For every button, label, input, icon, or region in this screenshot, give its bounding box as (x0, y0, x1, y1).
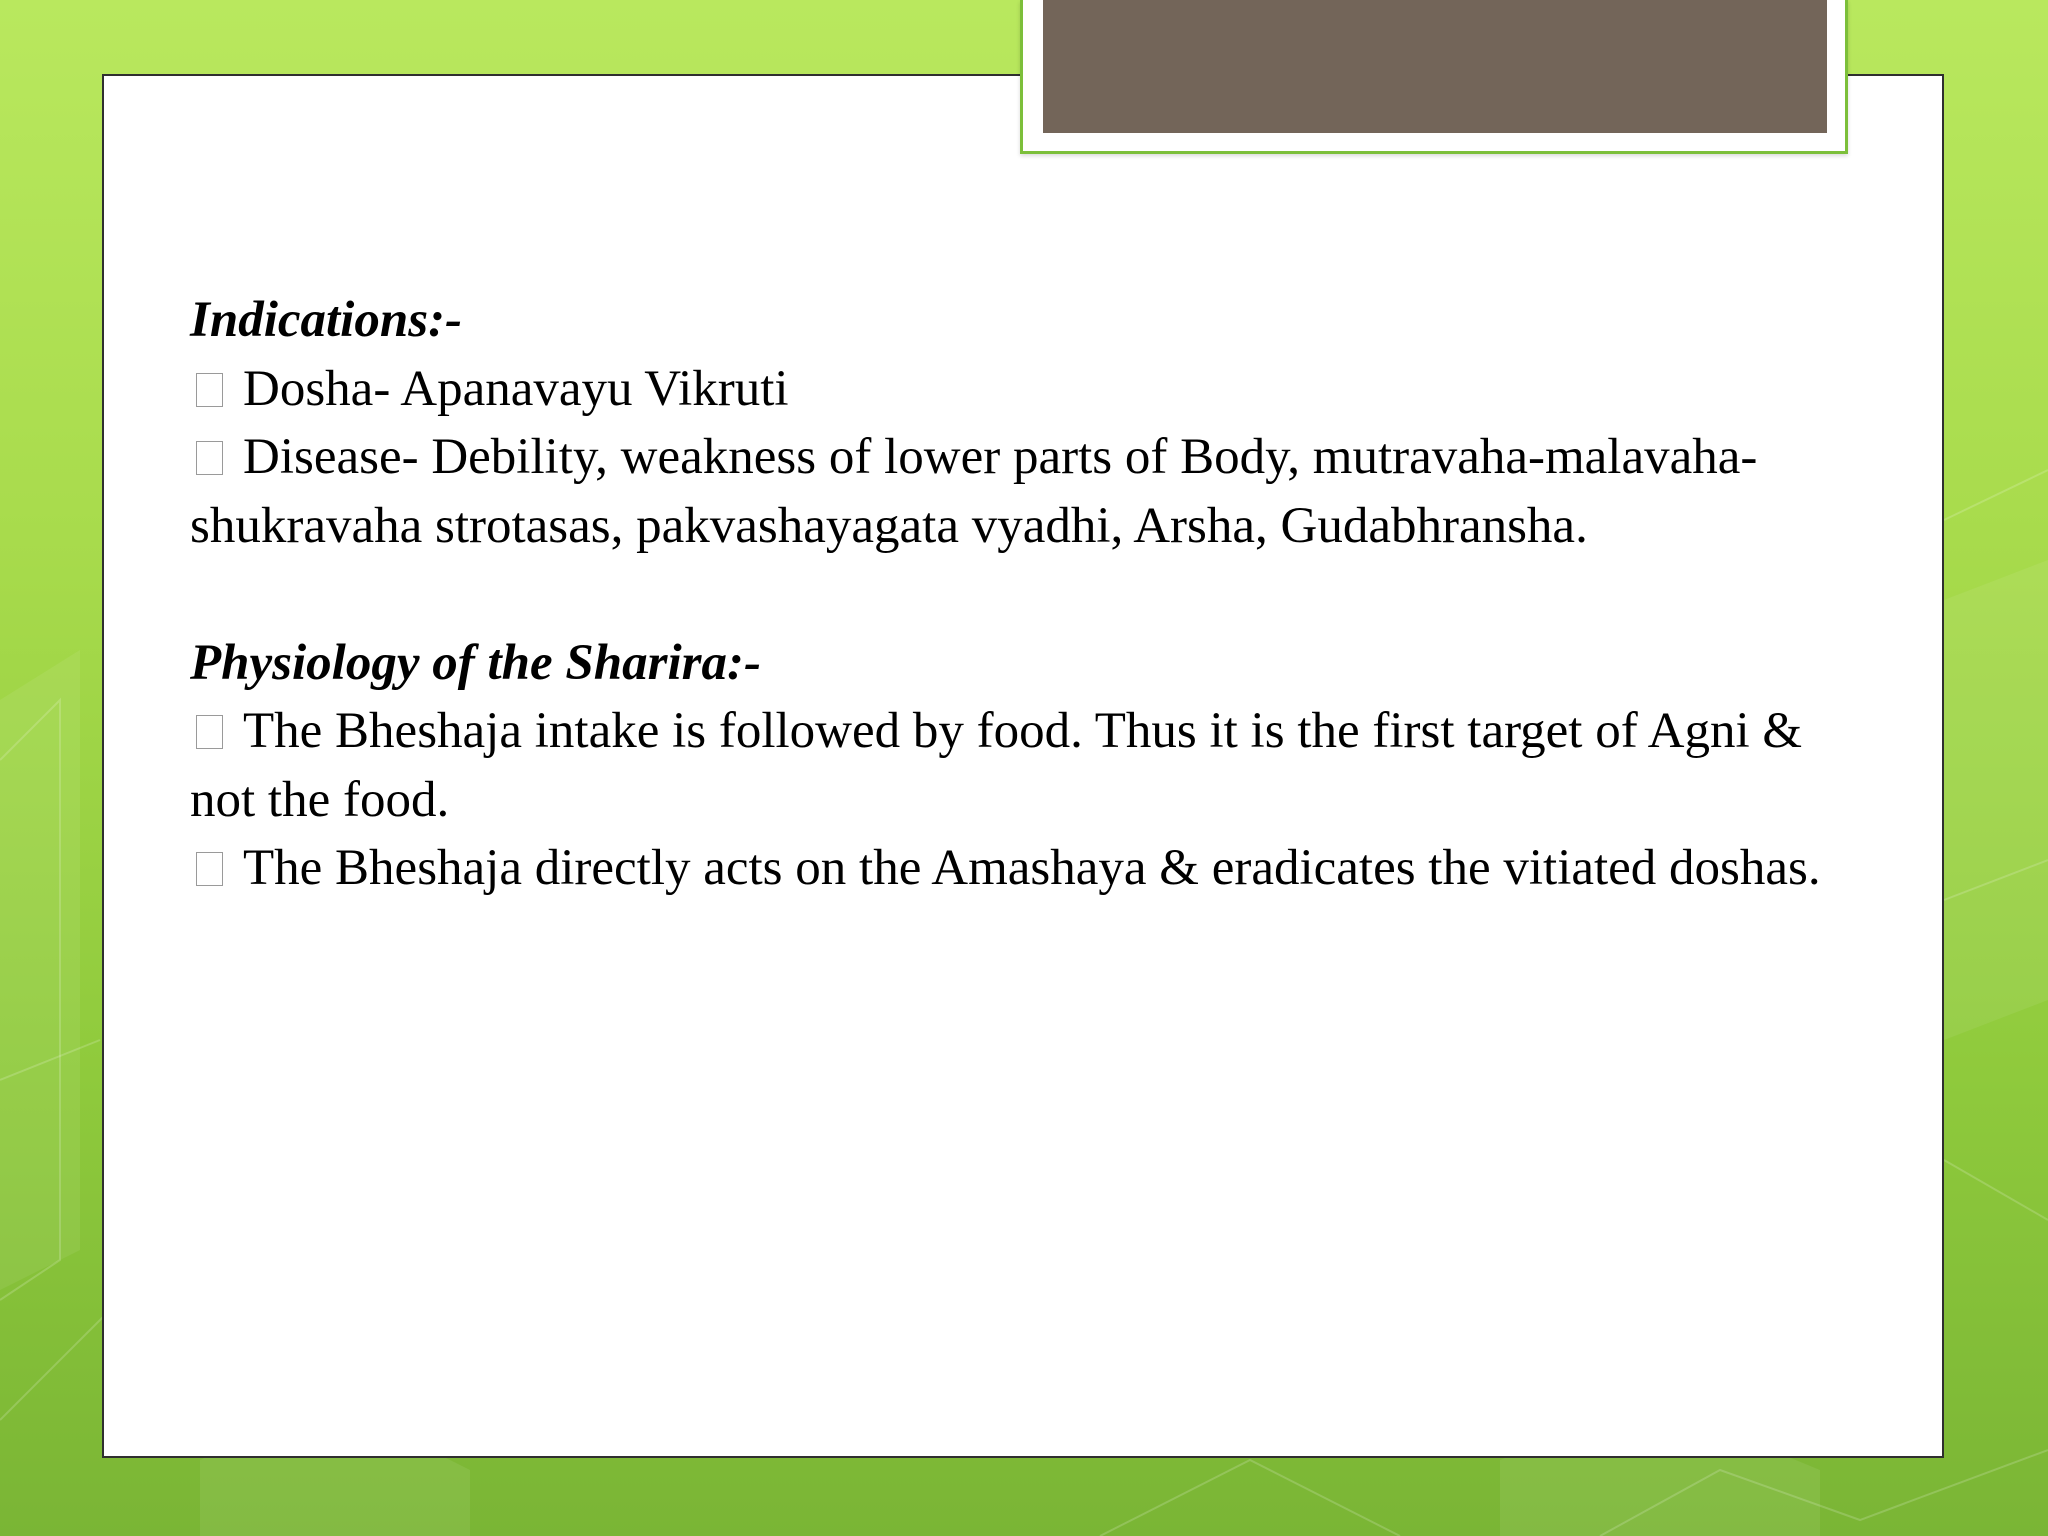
missing-glyph-box-icon (196, 852, 223, 886)
title-tab (1020, 0, 1848, 154)
missing-glyph-box-icon (196, 715, 223, 749)
slide-body (190, 286, 1870, 903)
title-bar (1043, 0, 1827, 133)
list-item (190, 697, 1870, 834)
bullet-text: Disease- Debility, weakness of lower parts of Body, mutravaha-malavaha-shukravaha strotasas, pakvashayagata vyadhi, Arsha, Gudabhransha. (190, 429, 1758, 554)
physiology-heading: Physiology of the Sharira:- (190, 634, 761, 691)
bullet-text: The Bheshaja directly acts on the Amashaya & eradicates the vitiated doshas. (243, 840, 1821, 896)
bullet-text: The Bheshaja intake is followed by food. Thus it is the first target of Agni & not the food. (190, 703, 1803, 828)
indications-heading: Indications:- (190, 292, 463, 348)
list-item (190, 423, 1870, 560)
missing-glyph-box-icon (196, 441, 223, 475)
paragraph-spacer (190, 560, 1870, 629)
list-item (190, 834, 1870, 903)
list-item (190, 355, 1870, 424)
missing-glyph-box-icon (196, 373, 223, 407)
bullet-text: Dosha- Apanavayu Vikruti (243, 360, 789, 417)
